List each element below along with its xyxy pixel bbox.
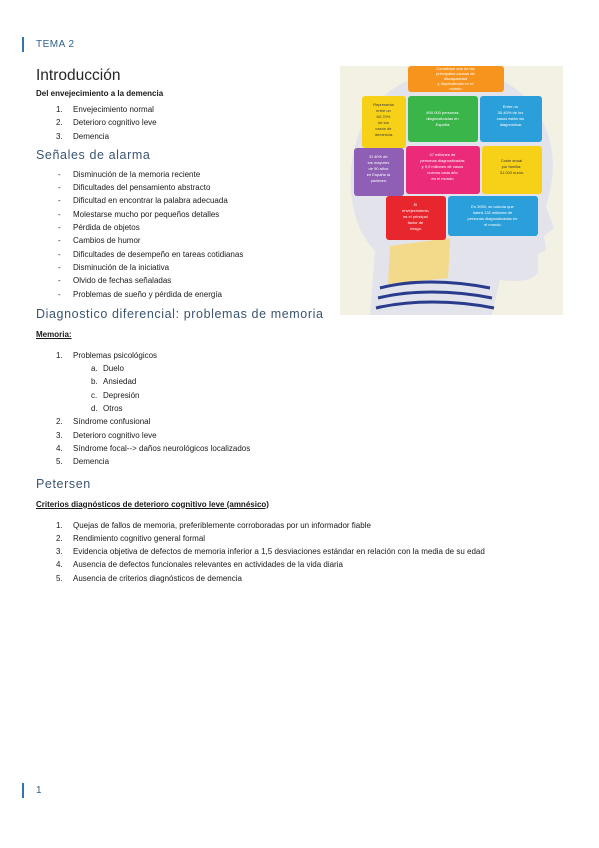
section-title-intro: Introducción — [36, 67, 121, 84]
list-item: - Disminución de la iniciativa — [58, 262, 170, 272]
list-item: - Problemas de sueño y pérdida de energía — [58, 289, 222, 299]
sub-list-item: a. Duelo — [91, 364, 124, 374]
intro-subtitle: Del envejecimiento a la demencia — [36, 89, 164, 98]
piece-text-2: Representa entre un 60-70% de los casos de demencia. — [373, 102, 394, 137]
piece-text-3: 800.000 personas diagnosticadas en España. — [426, 110, 459, 127]
list-item: 4. Síndrome focal--> daños neurológicos localizados — [56, 443, 251, 453]
piece-text-5: El 40% de los mayores de 90 años en España la padecen. — [366, 154, 391, 183]
list-item: 1. Problemas psicológicos — [56, 350, 158, 360]
list-item: - Olvido de fechas señaladas — [58, 276, 172, 286]
infographic-graphic — [340, 66, 563, 315]
sub-list-item: d. Otros — [91, 404, 123, 414]
list-item: 1. Quejas de fallos de memoria, preferiblemente corroboradas por un informador fiable — [56, 520, 371, 530]
petersen-label: Criterios diagnósticos de deterioro cognitivo leve (amnésico) — [36, 499, 269, 509]
section-title-alarm: Señales de alarma — [36, 147, 151, 162]
list-item: 3. Deterioro cognitivo leve — [56, 430, 157, 440]
header-label: TEMA 2 — [36, 38, 75, 50]
list-item: 4. Ausencia de defectos funcionales relevantes en actividades de la vida diaria — [56, 560, 343, 570]
footer-accent-bar — [22, 783, 24, 798]
page-footer — [22, 782, 42, 798]
list-item: - Dificultades del pensamiento abstracto — [58, 183, 211, 193]
sub-list-item: b. Ansiedad — [91, 377, 137, 387]
list-item: 1. Envejecimiento normal — [56, 105, 154, 114]
piece-text-9: En 2050, se calcula que habrá 132 millones de personas diagnosticadas en el mundo. — [467, 204, 518, 227]
list-item: 5. Ausencia de criterios diagnósticos de demencia — [56, 573, 242, 583]
list-item: 2. Síndrome confusional — [56, 417, 151, 427]
piece-text-6: 47 millones de personas diagnosticadas y 9,9 millones de casos nuevos cada año en el mundo. — [420, 152, 465, 181]
list-item: 3. Evidencia objetiva de defectos de memoria inferior a 1,5 desviaciones estándar en relación con la media de su edad — [56, 547, 485, 557]
list-item: - Molestarse mucho por pequeños detalles — [58, 209, 220, 219]
list-item: - Disminución de la memoria reciente — [58, 169, 201, 179]
list-item: - Cambios de humor — [58, 236, 141, 246]
alzheimer-infographic — [340, 66, 563, 315]
sub-list-item: c. Depresión — [91, 390, 140, 400]
list-item: 3. Demencia — [56, 131, 110, 141]
page-number: 1 — [36, 784, 42, 796]
list-item: 5. Demencia — [56, 457, 110, 467]
list-item: 2. Rendimiento cognitivo general formal — [56, 533, 206, 543]
petersen-list — [36, 519, 556, 585]
list-item: 2. Deterioro cognitivo leve — [56, 118, 157, 128]
list-item: - Dificultades de desempeño en tareas cotidianas — [58, 249, 244, 259]
section-title-diagnostic: Diagnostico diferencial: problemas de memoria — [36, 306, 324, 321]
piece-text-1: Constituye una de las principales causas de discapacidad y dependencia en el mundo. — [436, 66, 475, 91]
piece-text-8: El envejecimiento es el principal factor de riesgo. — [402, 202, 429, 231]
header-accent-bar — [22, 37, 24, 52]
page-header — [22, 36, 75, 52]
section-title-petersen: Petersen — [36, 476, 91, 491]
list-item: - Dificultad en encontrar la palabra adecuada — [58, 196, 228, 206]
piece-text-7: Coste anual por familia: 31.000 euros. — [499, 158, 525, 175]
piece-text-4: Entre un 30-40% de los casos están sin diagnosticar. — [496, 104, 525, 127]
diagnostic-list — [36, 349, 556, 469]
list-item: - Pérdida de objetos — [58, 223, 140, 233]
diagnostic-label: Memoria: — [36, 329, 72, 339]
